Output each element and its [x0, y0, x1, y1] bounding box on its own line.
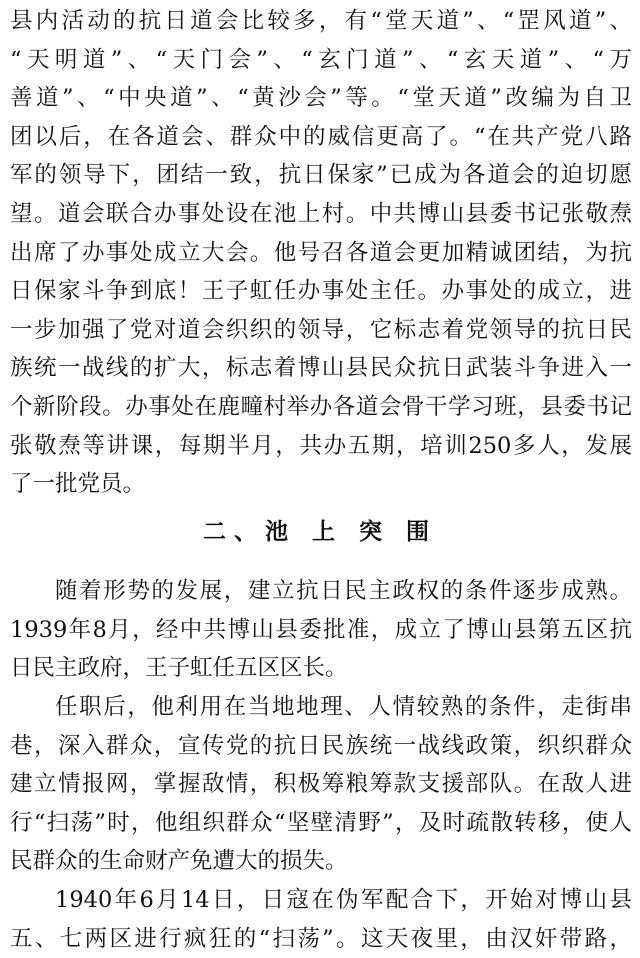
- text-line: 日保家斗争到底！王子虹任办事处主任。办事处的成立，进: [10, 278, 632, 305]
- text-line: 1939年8月，经中共博山县委批准，成立了博山县第五区抗: [10, 616, 632, 643]
- text-line: 建立情报网，掌握敌情，积极筹粮筹款支援部队。在敌人进: [10, 771, 632, 798]
- text-line: 出席了办事处成立大会。他号召各道会更加精诚团结，为抗: [10, 239, 632, 266]
- text-line: 巷，深入群众，宣传党的抗日民族统一战线政策，织织群众: [10, 732, 632, 759]
- paragraph-situation: [10, 572, 632, 688]
- text-line: 民群众的生命财产免遭大的损失。: [10, 848, 348, 875]
- text-line: 张敬焘等讲课，每期半月，共办五期，培训250多人，发展: [10, 432, 632, 459]
- text-line: 县内活动的抗日道会比较多，有“堂天道”、“罡风道”、: [10, 8, 632, 34]
- paragraph-tenure: [10, 688, 632, 881]
- text-line: 团以后，在各道会、群众中的威信更高了。“在共产党八路: [10, 123, 632, 150]
- text-line: 行“扫荡”时，他组织群众“坚壁清野”，及时疏散转移，使人: [10, 809, 632, 836]
- text-line: 军的领导下，团结一致，抗日保家”已成为各道会的迫切愿: [10, 162, 632, 189]
- text-line: “天明道”、“天门会”、“玄门道”、“玄天道”、“万: [10, 46, 632, 73]
- section-heading: 二、池 上 突 围: [202, 519, 438, 545]
- text-line: 任职后，他利用在当地地理、人情较熟的条件，走街串: [55, 694, 632, 720]
- text-line: 个新阶段。办事处在鹿疃村举办各道会骨干学习班，县委书记: [10, 393, 632, 420]
- text-line: 善道”、“中央道”、“黄沙会”等。“堂天道”改编为自卫: [10, 85, 632, 112]
- paragraph-raid: [10, 881, 632, 958]
- text-line: 族统一战线的扩大，标志着博山县民众抗日武装斗争进入一: [10, 355, 632, 382]
- text-line: 了一批党员。: [10, 471, 146, 498]
- text-line: 五、七两区进行疯狂的“扫荡”。这天夜里，由汉奸带路，: [10, 925, 632, 952]
- text-line: 望。道会联合办事处设在池上村。中共博山县委书记张敬焘: [10, 200, 632, 227]
- text-line: 日民主政府，王子虹任五区区长。: [10, 655, 348, 682]
- text-line: 一步加强了党对道会织织的领导，它标志着党领导的抗日民: [10, 316, 632, 343]
- text-line: 1940年6月14日，日寇在伪军配合下，开始对博山县: [55, 887, 632, 913]
- paragraph-daohui: [10, 2, 632, 504]
- text-line: 随着形势的发展，建立抗日民主政权的条件逐步成熟。: [55, 578, 632, 604]
